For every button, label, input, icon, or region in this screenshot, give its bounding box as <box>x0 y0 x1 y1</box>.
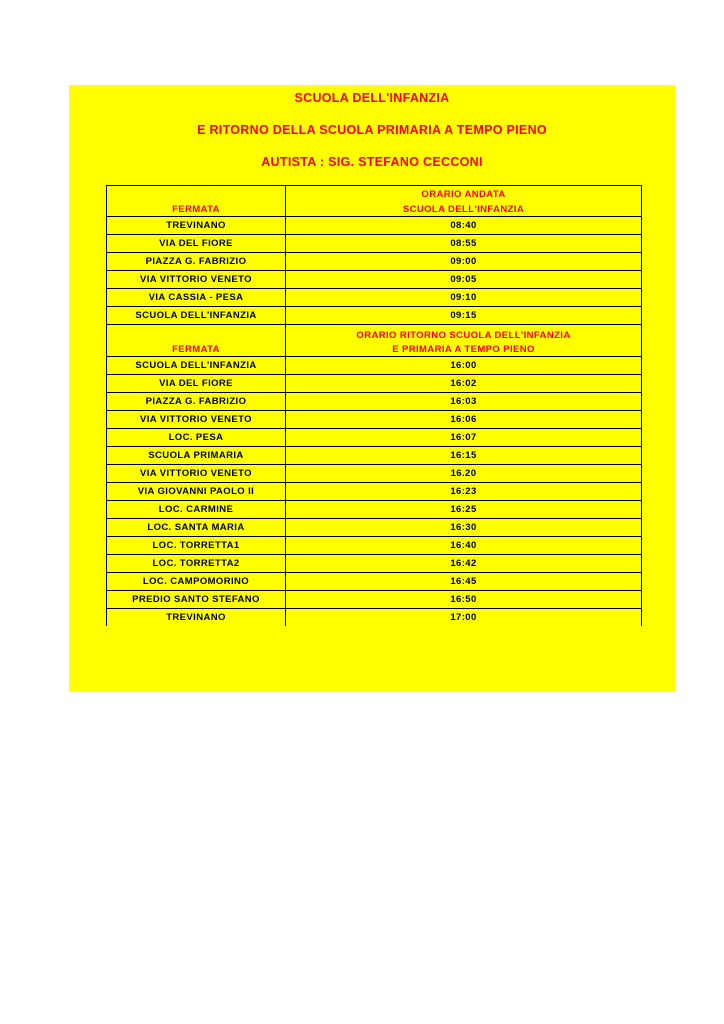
time-cell: 08:55 <box>286 235 642 253</box>
stop-cell: PIAZZA G. FABRIZIO <box>107 253 286 271</box>
time-cell: 16:50 <box>286 591 642 609</box>
ritorno-row <box>107 519 642 537</box>
andata-row <box>107 253 642 271</box>
stop-cell: LOC. SANTA MARIA <box>107 519 286 537</box>
stop-cell: VIA DEL FIORE <box>107 375 286 393</box>
ritorno-row <box>107 573 642 591</box>
ritorno-row <box>107 537 642 555</box>
ritorno-time-header-line2: E PRIMARIA A TEMPO PIENO <box>392 344 535 355</box>
stop-cell: VIA GIOVANNI PAOLO II <box>107 483 286 501</box>
schedule-sheet <box>69 85 675 692</box>
time-cell: 16:40 <box>286 537 642 555</box>
ritorno-row <box>107 411 642 429</box>
ritorno-row <box>107 483 642 501</box>
ritorno-row <box>107 375 642 393</box>
time-cell: 17:00 <box>286 609 642 627</box>
time-cell: 08:40 <box>286 217 642 235</box>
andata-stop-header: FERMATA <box>107 186 286 217</box>
time-cell: 16.20 <box>286 465 642 483</box>
time-cell: 09:15 <box>286 307 642 325</box>
ritorno-row <box>107 609 642 627</box>
time-cell: 09:10 <box>286 289 642 307</box>
stop-cell: VIA CASSIA - PESA <box>107 289 286 307</box>
stop-cell: VIA VITTORIO VENETO <box>107 465 286 483</box>
ritorno-row <box>107 393 642 411</box>
andata-header-row <box>107 186 642 217</box>
ritorno-time-header <box>286 325 642 357</box>
stop-cell: PREDIO SANTO STEFANO <box>107 591 286 609</box>
time-cell: 16:00 <box>286 357 642 375</box>
stop-cell: LOC. CARMINE <box>107 501 286 519</box>
time-cell: 16:15 <box>286 447 642 465</box>
ritorno-stop-header: FERMATA <box>107 325 286 357</box>
andata-time-header <box>286 186 642 217</box>
andata-time-header-line2: SCUOLA DELL'INFANZIA <box>402 204 525 215</box>
andata-row <box>107 289 642 307</box>
time-cell: 16:25 <box>286 501 642 519</box>
andata-row <box>107 307 642 325</box>
ritorno-row <box>107 465 642 483</box>
stop-cell: VIA VITTORIO VENETO <box>107 411 286 429</box>
stop-cell: VIA DEL FIORE <box>107 235 286 253</box>
schedule-table <box>106 185 642 626</box>
ritorno-row <box>107 357 642 375</box>
time-cell: 16:06 <box>286 411 642 429</box>
andata-row <box>107 235 642 253</box>
stop-cell: SCUOLA DELL'INFANZIA <box>107 357 286 375</box>
stop-cell: LOC. TORRETTA2 <box>107 555 286 573</box>
stop-cell: SCUOLA DELL'INFANZIA <box>107 307 286 325</box>
andata-row <box>107 271 642 289</box>
ritorno-row <box>107 429 642 447</box>
stop-cell: PIAZZA G. FABRIZIO <box>107 393 286 411</box>
time-cell: 16:45 <box>286 573 642 591</box>
stop-cell: SCUOLA PRIMARIA <box>107 447 286 465</box>
time-cell: 16:07 <box>286 429 642 447</box>
time-cell: 09:00 <box>286 253 642 271</box>
time-cell: 16:03 <box>286 393 642 411</box>
ritorno-row <box>107 555 642 573</box>
andata-row <box>107 217 642 235</box>
stop-cell: TREVINANO <box>107 217 286 235</box>
title-line-2: E RITORNO DELLA SCUOLA PRIMARIA A TEMPO PIENO <box>197 123 547 137</box>
ritorno-row <box>107 447 642 465</box>
time-cell: 16:02 <box>286 375 642 393</box>
ritorno-row <box>107 591 642 609</box>
time-cell: 16:30 <box>286 519 642 537</box>
time-cell: 16:42 <box>286 555 642 573</box>
ritorno-header-row <box>107 325 642 357</box>
andata-time-header-line1: ORARIO ANDATA <box>421 189 506 200</box>
time-cell: 16:23 <box>286 483 642 501</box>
stop-cell: VIA VITTORIO VENETO <box>107 271 286 289</box>
stop-cell: LOC. CAMPOMORINO <box>107 573 286 591</box>
ritorno-row <box>107 501 642 519</box>
stop-cell: TREVINANO <box>107 609 286 627</box>
title-line-1: SCUOLA DELL'INFANZIA <box>294 91 450 105</box>
ritorno-time-header-line1: ORARIO RITORNO SCUOLA DELL'INFANZIA <box>356 330 571 341</box>
stop-cell: LOC. PESA <box>107 429 286 447</box>
driver-line: AUTISTA : SIG. STEFANO CECCONI <box>261 155 483 169</box>
stop-cell: LOC. TORRETTA1 <box>107 537 286 555</box>
time-cell: 09:05 <box>286 271 642 289</box>
